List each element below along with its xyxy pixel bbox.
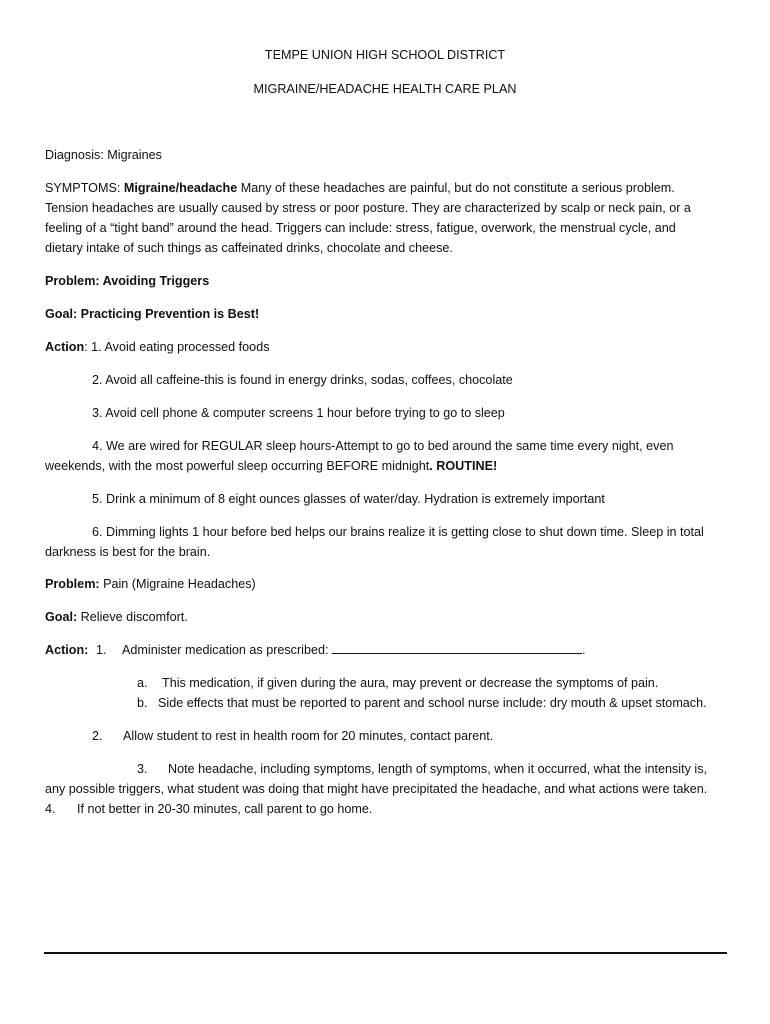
problem-2-text: Pain (Migraine Headaches) [99, 577, 256, 591]
goal-1: Goal: Practicing Prevention is Best! [45, 307, 260, 321]
symptoms-line-1 [45, 178, 675, 198]
action-1-6-line-2: darkness is best for the brain. [45, 545, 211, 559]
plan-title: MIGRAINE/HEADACHE HEALTH CARE PLAN [253, 82, 517, 96]
action-2-4-num: 4. [45, 802, 56, 816]
sub-a-letter: a. [137, 676, 148, 690]
action-2-1 [122, 640, 586, 660]
action-1-4-text: weekends, with the most powerful sleep occurring BEFORE midnight [45, 459, 430, 473]
symptoms-bold: Migraine/headache [123, 181, 238, 195]
action-1-4-line-1: 4. We are wired for REGULAR sleep hours-Attempt to go to bed around the same time every night, even [92, 439, 674, 453]
goal-2-text: Relieve discomfort. [77, 610, 188, 624]
action-1-6-line-1: 6. Dimming lights 1 hour before bed helps our brains realize it is getting close to shut down time. Sleep in total [92, 525, 704, 539]
district-title: TEMPE UNION HIGH SCHOOL DISTRICT [264, 48, 506, 62]
action-2-3-line-1: Note headache, including symptoms, length of symptoms, when it occurred, what the intensity is, [168, 762, 707, 776]
problem-2-label: Problem: [45, 577, 100, 591]
action-2-1-end: . [582, 643, 586, 657]
goal-2-label: Goal: [45, 610, 78, 624]
sub-b-text: Side effects that must be reported to parent and school nurse include: dry mouth & upset stomach. [158, 696, 707, 710]
diagnosis-line: Diagnosis: Migraines [45, 148, 162, 162]
action-2-3-num: 3. [137, 762, 148, 776]
action-1-1 [45, 337, 270, 357]
action-2-1-num: 1. [96, 643, 107, 657]
symptoms-label: SYMPTOMS: [45, 181, 124, 195]
action-1-1-text: : 1. Avoid eating processed foods [84, 340, 270, 354]
medication-blank[interactable] [332, 641, 582, 654]
action-2-2-num: 2. [92, 729, 103, 743]
symptoms-line-4: dietary intake of such things as caffeinated drinks, chocolate and cheese. [45, 241, 453, 255]
problem-2 [45, 574, 256, 594]
action-2-label: Action: [45, 643, 89, 657]
goal-2 [45, 607, 188, 627]
problem-1: Problem: Avoiding Triggers [45, 274, 210, 288]
action-1-5: 5. Drink a minimum of 8 eight ounces glasses of water/day. Hydration is extremely important [92, 492, 605, 506]
sub-a-text: This medication, if given during the aura, may prevent or decrease the symptoms of pain. [162, 676, 659, 690]
action-2-1-text: Administer medication as prescribed: [122, 643, 332, 657]
action-label: Action [45, 340, 85, 354]
action-2-4-text: If not better in 20-30 minutes, call parent to go home. [77, 802, 373, 816]
symptoms-line-3: feeling of a “tight band” around the head. Triggers can include: stress, fatigue, overwork, the menstrual cycle, and [45, 221, 676, 235]
action-1-2: 2. Avoid all caffeine-this is found in energy drinks, sodas, coffees, chocolate [92, 373, 513, 387]
footer-rule [44, 952, 727, 954]
sub-b-letter: b. [137, 696, 148, 710]
action-2-3-line-2: any possible triggers, what student was doing that might have precipitated the headache, and what actions were taken. [45, 782, 708, 796]
symptoms-text: Many of these headaches are painful, but do not constitute a serious problem. [237, 181, 675, 195]
action-1-3: 3. Avoid cell phone & computer screens 1 hour before trying to go to sleep [92, 406, 505, 420]
routine-bold: . ROUTINE! [429, 459, 498, 473]
symptoms-line-2: Tension headaches are usually caused by stress or poor posture. They are characterized by scalp or neck pain, or a [45, 201, 691, 215]
action-2-2-text: Allow student to rest in health room for 20 minutes, contact parent. [123, 729, 494, 743]
action-1-4-line-2 [45, 456, 497, 476]
